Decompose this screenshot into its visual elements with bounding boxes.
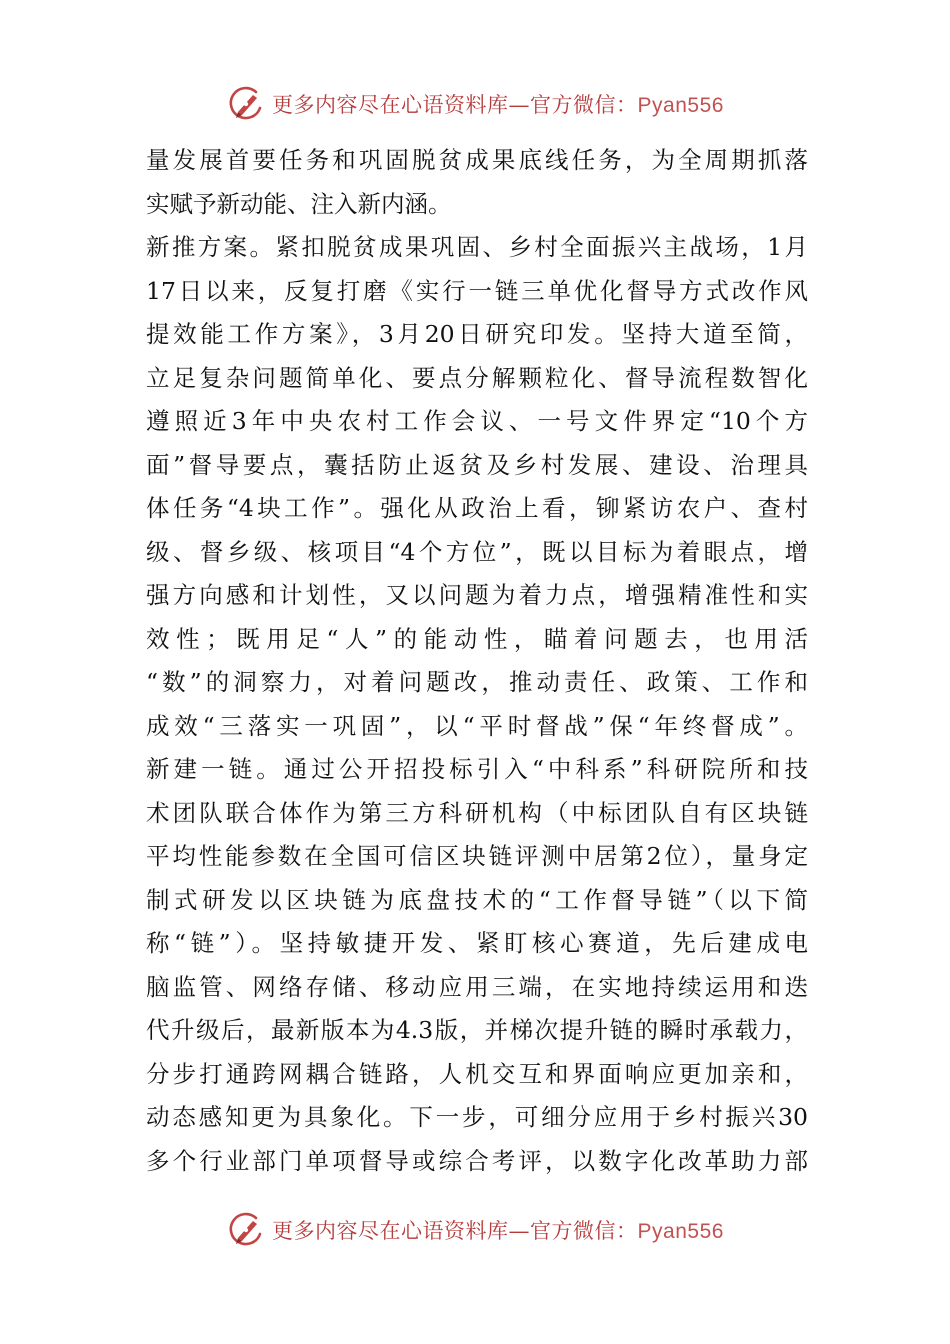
body-line: “数”的洞察力，对着问题改，推动责任、政策、工作和 xyxy=(146,668,808,696)
footer-banner-label: 更多内容尽在心语资料库—官方微信： xyxy=(272,1219,638,1243)
body-line: 平均性能参数在全国可信区块链评测中居第2位），量身定 xyxy=(146,842,808,870)
body-line: 17日以来，反复打磨《实行一链三单优化督导方式改作风 xyxy=(146,276,808,305)
body-line: 分步打通跨网耦合链路，人机交互和界面响应更加亲和， xyxy=(146,1059,808,1088)
body-line: 脑监管、网络存储、移动应用三端，在实地持续运用和迭 xyxy=(146,972,808,1001)
body-line: 体任务“4块工作”。强化从政治上看，铆紧访农户、查村 xyxy=(146,494,808,522)
body-line: 面”督导要点，囊括防止返贫及乡村发展、建设、治理具 xyxy=(146,450,808,479)
body-line: 提效能工作方案》，3月20日研究印发。坚持大道至简， xyxy=(146,320,808,348)
body-line: 强方向感和计划性，又以问题为着力点，增强精准性和实 xyxy=(146,581,808,609)
body-line: 实赋予新动能、注入新内涵。 xyxy=(146,189,452,218)
body-line: 效性；既用足“人”的能动性，瞄着问题去，也用活 xyxy=(146,624,808,653)
pen-circle-logo-icon xyxy=(226,1210,266,1250)
document-body xyxy=(146,139,808,1183)
body-line: 新建一链。通过公开招投标引入“中科系”科研院所和技 xyxy=(146,755,808,783)
footer-banner-text xyxy=(272,1215,724,1245)
body-line: 代升级后，最新版本为4.3版，并梯次提升链的瞬时承载力， xyxy=(146,1016,808,1044)
header-wechat-id: Pyan556 xyxy=(637,94,724,117)
header-banner-label: 更多内容尽在心语资料库—官方微信： xyxy=(272,93,638,117)
body-line: 多个行业部门单项督导或综合考评，以数字化改革助力部 xyxy=(146,1146,808,1175)
header-banner xyxy=(0,82,950,126)
body-line: 术团队联合体作为第三方科研机构（中标团队自有区块链 xyxy=(146,798,808,827)
pen-circle-logo-icon xyxy=(226,84,266,124)
body-line: 动态感知更为具象化。下一步，可细分应用于乡村振兴30 xyxy=(146,1103,808,1131)
footer-banner xyxy=(0,1208,950,1252)
body-line: 制式研发以区块链为底盘技术的“工作督导链”（以下简 xyxy=(146,885,808,914)
body-line: 新推方案。紧扣脱贫成果巩固、乡村全面振兴主战场，1月 xyxy=(146,233,808,261)
body-line: 遵照近3年中央农村工作会议、一号文件界定“10个方 xyxy=(146,407,808,435)
body-line: 级、督乡级、核项目“4个方位”，既以目标为着眼点，增 xyxy=(146,537,808,566)
body-line: 成效“三落实一巩固”，以“平时督战”保“年终督成”。 xyxy=(146,711,808,740)
footer-wechat-id: Pyan556 xyxy=(637,1220,724,1243)
header-banner-text xyxy=(272,89,724,119)
body-line: 量发展首要任务和巩固脱贫成果底线任务，为全周期抓落 xyxy=(146,146,808,174)
body-line: 称“链”）。坚持敏捷开发、紧盯核心赛道，先后建成电 xyxy=(146,929,808,957)
body-line: 立足复杂问题简单化、要点分解颗粒化、督导流程数智化 xyxy=(146,363,808,392)
